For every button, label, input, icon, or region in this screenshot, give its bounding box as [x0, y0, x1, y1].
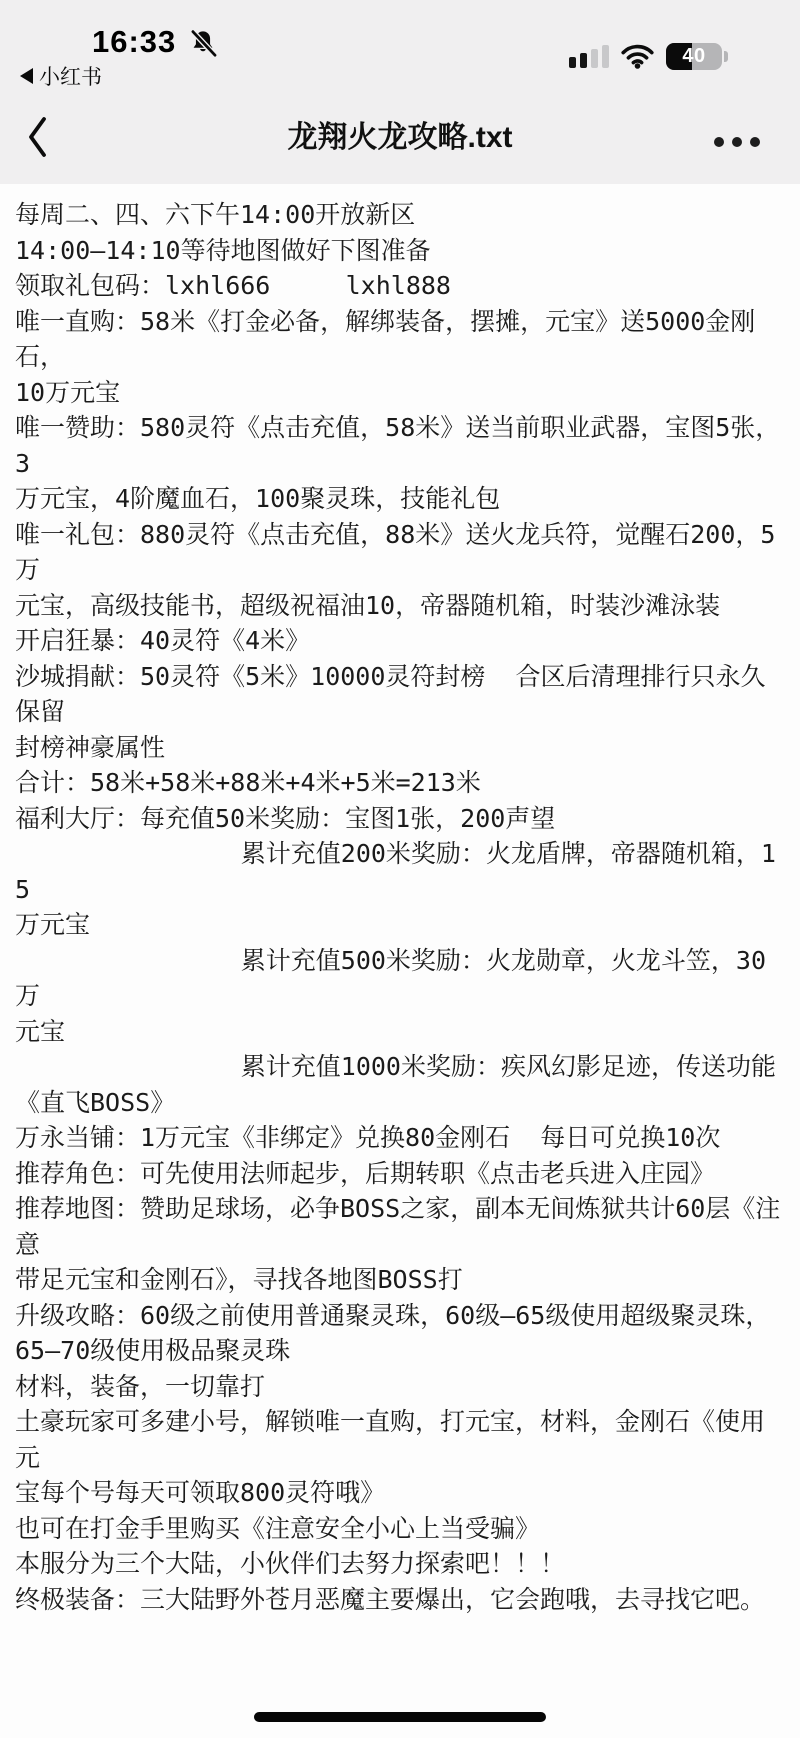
text-line: 唯一赞助：580灵符《点击充值，58米》送当前职业武器，宝图5张，3: [15, 413, 781, 478]
text-line: 《直飞BOSS》: [15, 1087, 176, 1117]
text-line: 14:00—14:10等待地图做好下图准备: [15, 235, 431, 265]
battery-percent: 40: [682, 44, 706, 67]
battery-nub: [724, 51, 728, 62]
text-line: 万永当铺：1万元宝《非绑定》兑换80金刚石 每日可兑换10次: [15, 1123, 721, 1152]
text-line: 带足元宝和金刚石》，寻找各地图BOSS打: [15, 1265, 463, 1294]
text-line: 宝每个号每天可领取800灵符哦》: [15, 1478, 386, 1507]
wifi-icon: [620, 43, 655, 69]
text-line: 本服分为三个大陆，小伙伴们去努力探索吧！！！: [15, 1549, 566, 1578]
cellular-signal-icon: [569, 44, 609, 68]
more-options-icon: [714, 137, 724, 147]
text-line: 累计充值200米奖励：火龙盾牌，帝器随机箱，15: [15, 839, 776, 904]
text-line: 领取礼包码：lxhl666 lxhl888: [15, 271, 451, 300]
text-line: 元宝，高级技能书，超级祝福油10，帝器随机箱，时装沙滩泳装: [15, 590, 721, 620]
text-line: 唯一礼包：880灵符《点击充值，88米》送火龙兵符，觉醒石200，5万: [15, 519, 776, 584]
text-line: 材料，装备，一切靠打: [15, 1371, 266, 1401]
text-line: 开启狂暴：40灵符《4米》: [15, 626, 311, 655]
text-line: 合计：58米+58米+88米+4米+5米=213米: [15, 768, 481, 797]
return-app-label: 小红书: [39, 66, 102, 89]
status-time: 16:33: [92, 24, 177, 59]
text-line: 封榜神豪属性: [15, 732, 166, 762]
text-line: 每周二、四、六下午14:00开放新区: [15, 200, 416, 229]
text-line: 土豪玩家可多建小号，解锁唯一直购，打元宝，材料，金刚石《使用元: [15, 1407, 766, 1472]
header: [0, 0, 800, 184]
home-indicator[interactable]: [254, 1712, 546, 1722]
text-line: 万元宝，4阶魔血石，100聚灵珠，技能礼包: [15, 484, 501, 513]
text-line: 10万元宝: [15, 377, 121, 407]
text-line: 沙城捐献：50灵符《5米》10000灵符封榜 合区后清理排行只永久保留: [15, 661, 766, 726]
text-line: 65–70级使用极品聚灵珠: [15, 1336, 291, 1365]
back-triangle-icon: [20, 68, 33, 84]
text-line: 升级攻略：60级之前使用普通聚灵珠，60级–65级使用超级聚灵珠，: [15, 1300, 771, 1330]
text-line: 万元宝: [15, 910, 91, 939]
muted-bell-icon: [188, 28, 218, 58]
text-line: 累计充值500米奖励：火龙勋章，火龙斗笠，30万: [15, 945, 767, 1010]
battery-icon: [666, 43, 728, 70]
text-line: 元宝: [15, 1016, 66, 1046]
more-options-button[interactable]: [714, 135, 760, 149]
text-line: 也可在打金手里购买《注意安全小心上当受骗》: [15, 1513, 541, 1543]
page-title: 龙翔火龙攻略.txt: [287, 121, 513, 154]
text-line: 唯一直购：58米《打金必备，解绑装备，摆摊，元宝》送5000金刚石，: [15, 306, 756, 371]
text-line: 推荐角色：可先使用法师起步，后期转职《点击老兵进入庄园》: [15, 1158, 716, 1188]
return-to-app-button[interactable]: [20, 62, 102, 90]
text-line: 福利大厅：每充值50米奖励：宝图1张，200声望: [15, 803, 556, 833]
text-line: 推荐地图：赞助足球场，必争BOSS之家，副本无间炼狱共计60层《注意: [15, 1194, 781, 1259]
document-text: [0, 184, 800, 1617]
text-line: 累计充值1000米奖励：疾风幻影足迹，传送功能: [15, 1052, 776, 1081]
text-line: 终极装备：三大陆野外苍月恶魔主要爆出，它会跑哦，去寻找它吧。: [15, 1584, 766, 1614]
status-right-icons: [569, 40, 728, 72]
